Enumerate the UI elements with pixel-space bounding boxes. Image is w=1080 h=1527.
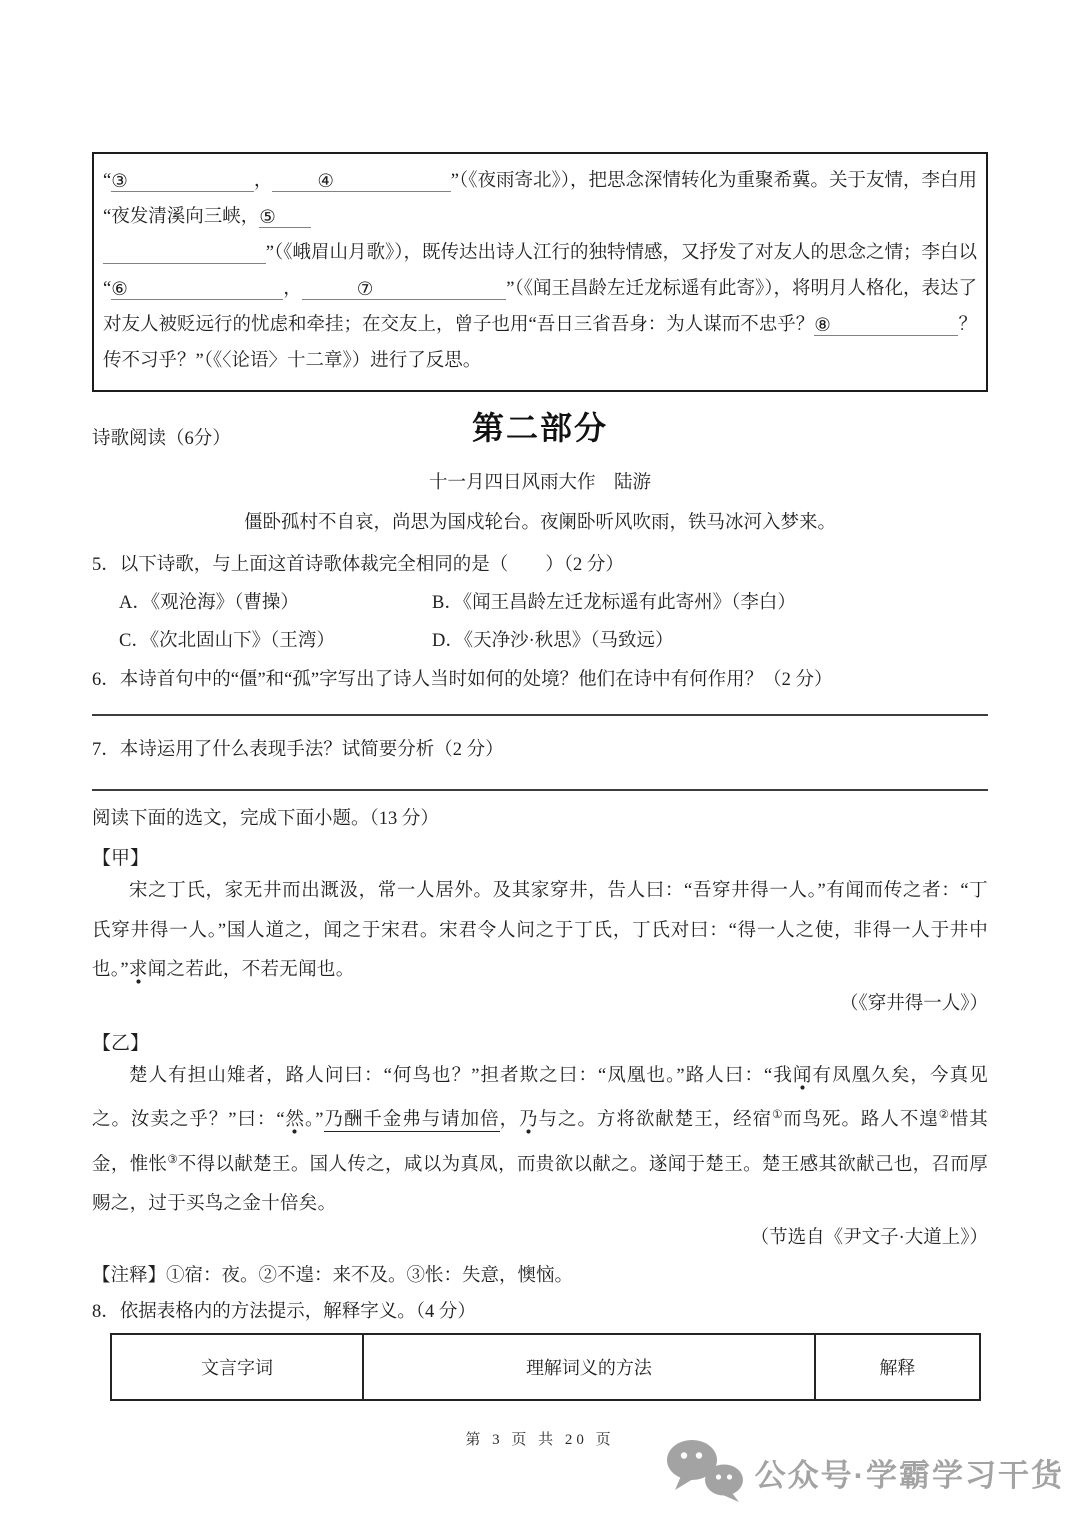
text-run: “: [103, 279, 112, 299]
fill-blank[interactable]: [302, 278, 506, 300]
text-run: 传不习乎？”（《〈论语〉十二章》）进行了反思。: [103, 351, 482, 371]
wechat-icon: [665, 1438, 747, 1507]
text-run: 有凤凰久矣，今真见之。汝卖之乎？”曰：“: [92, 1065, 988, 1130]
question-5-options: [92, 584, 988, 660]
answer-line: [92, 789, 988, 791]
emphasized-char: 然: [285, 1110, 305, 1134]
fill-line: [103, 235, 977, 271]
reading-intro: 阅读下面的选文，完成下面小题。（13 分）: [92, 809, 439, 829]
fill-line: [103, 163, 977, 199]
option-a: A．《观沧海》（曹操）: [119, 593, 299, 613]
fill-blank[interactable]: [103, 263, 266, 264]
blank-number: ⑥: [111, 280, 128, 300]
explain-table: [110, 1333, 981, 1401]
col-header-method: 理解词义的方法: [363, 1334, 815, 1400]
poetry-section-label: 诗歌阅读（6分）: [92, 429, 231, 449]
text-run: 宋之丁氏，家无井而出溉汲，常一人居外。及其家穿井，告人曰：“吾穿井得一人。”有闻而传之者：“丁氏穿井得一人。”国人道之，闻之于宋君。宋君令人问之于丁氏，丁氏对曰：“得一人之使，非得一人于井中也。”: [92, 881, 988, 980]
question-8-stem: 8．依据表格内的方法提示，解释字义。（4 分）: [92, 1301, 476, 1322]
fill-line: [103, 271, 977, 307]
text-run: 楚人有担山雉者，路人问曰：“何鸟也？”担者欺之曰：“凤凰也。”路人曰：“我: [129, 1065, 793, 1086]
page-number: 第 3 页 共 20 页: [465, 1432, 615, 1448]
fill-blank[interactable]: [111, 170, 254, 192]
text-run: 闻之若此，不若无闻也。: [147, 960, 355, 980]
table-header-row: [111, 1334, 980, 1400]
col-header-word: 文言字词: [111, 1334, 363, 1400]
passage-yi-text: [92, 1057, 988, 1225]
blank-number: ⑦: [356, 280, 374, 300]
passage-yi-source: （节选自《尹文子·大道上》）: [750, 1227, 988, 1248]
question-5-stem: 5．以下诗歌，与上面这首诗歌体裁完全相同的是（ ）（2 分）: [92, 555, 624, 575]
text-run: 惜其金，惟怅: [92, 1110, 989, 1175]
question-7-stem: 7．本诗运用了什么表现手法？试简要分析（2 分）: [92, 740, 504, 760]
underlined-phrase: 乃酬千金弗与请加倍: [323, 1110, 500, 1130]
text-run: ”（《夜雨寄北》），把思念深情转化为重聚希冀。关于友情，李白用: [450, 171, 977, 191]
poem-title: 十一月四日风雨大作 陆游: [428, 473, 651, 493]
text-run: ”（《峨眉山月歌》），既传达出诗人江行的独特情感，又抒发了对友人的思念之情；李白以: [265, 243, 977, 263]
passage-jia-source: （《穿井得一人》）: [839, 993, 988, 1014]
part2-title: 第二部分: [471, 410, 608, 446]
option-b: B．《闻王昌龄左迁龙标遥有此寄州》（李白）: [432, 593, 796, 613]
fill-line: [103, 307, 977, 343]
blank-number: ④: [317, 172, 334, 192]
text-run: ，: [253, 171, 273, 191]
fill-line: [103, 199, 977, 235]
watermark: [665, 1438, 1064, 1507]
fill-blank[interactable]: [111, 278, 283, 300]
text-run: ，: [499, 1110, 520, 1130]
fill-blank[interactable]: [814, 314, 958, 336]
blank-number: ⑧: [814, 316, 831, 336]
question-6-stem: 6．本诗首句中的“僵”和“孤”字写出了诗人当时如何的处境？他们在诗中有何作用？（2 分）: [92, 670, 833, 690]
passage-notes: 【注释】①宿：夜。②不遑：来不及。③怅：失意，懊恼。: [92, 1265, 574, 1286]
text-run: 对友人被贬远行的忧虑和牵挂；在交友上，曾子也用“吾日三省吾身：为人谋而不忠乎？: [103, 315, 815, 335]
text-run: ，: [283, 279, 302, 299]
passage-jia-label: 【甲】: [92, 848, 150, 869]
option-c: C．《次北固山下》（王湾）: [119, 631, 335, 651]
part2-heading-row: [92, 404, 988, 452]
text-run: “: [103, 171, 112, 191]
emphasized-char: 乃: [519, 1110, 538, 1134]
col-header-explanation: 解释: [815, 1334, 980, 1400]
blank-number: ③: [111, 172, 128, 192]
text-run: ”（《闻王昌龄左迁龙标遥有此寄》），将明月人格化，表达了: [506, 279, 977, 299]
passage-jia-text: [92, 872, 988, 991]
option-d: D．《天净沙·秋思》（马致远）: [432, 631, 674, 651]
blank-number: ⑤: [259, 208, 276, 228]
text-run: 不得以献楚王。国人传之，咸以为真凤，而贵欲以献之。遂闻于楚王。楚王感其欲献己也，召而厚赐之，过于买鸟之金十倍矣。: [92, 1154, 989, 1214]
text-run: 。”: [305, 1110, 324, 1130]
text-run: 而鸟死。路人不遑: [783, 1110, 939, 1130]
note-reference: ③: [167, 1153, 178, 1166]
text-run: ？: [958, 315, 977, 335]
text-run: 与之。方将欲献楚王，经宿: [538, 1110, 773, 1130]
poem-text: 僵卧孤村不自哀，尚思为国戍轮台。夜阑卧听风吹雨，铁马冰河入梦来。: [243, 513, 836, 533]
fill-blank[interactable]: [272, 170, 450, 192]
watermark-text: 公众号·学霸学习干货: [754, 1458, 1064, 1493]
note-reference: ①: [772, 1109, 784, 1121]
emphasized-char: 求: [129, 960, 148, 984]
note-reference: ②: [938, 1109, 950, 1121]
emphasized-char: 闻: [793, 1066, 813, 1090]
passage-yi-label: 【乙】: [92, 1032, 150, 1054]
dictation-fill-box: [92, 152, 988, 392]
fill-blank[interactable]: [259, 206, 311, 228]
text-run: “夜发清溪向三峡，: [103, 207, 260, 227]
answer-line: [92, 714, 988, 716]
fill-line: [103, 343, 977, 379]
